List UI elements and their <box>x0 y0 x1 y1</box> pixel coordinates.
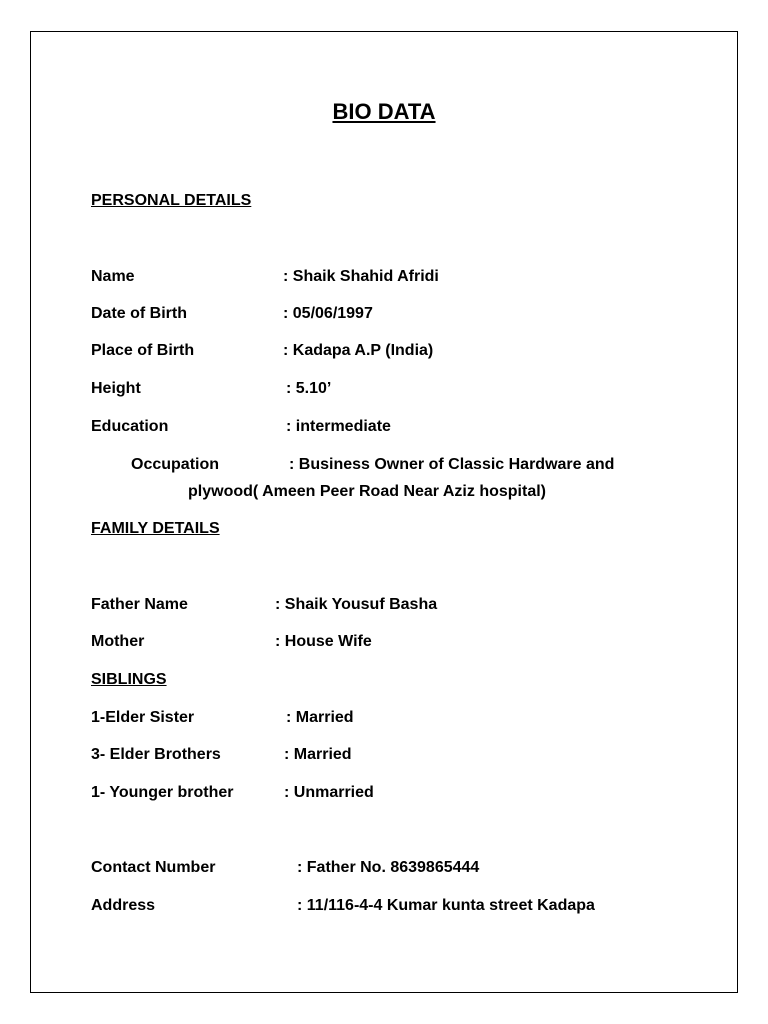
mother-value: : House Wife <box>275 633 372 650</box>
personal-details-heading: PERSONAL DETAILS <box>91 192 252 209</box>
occupation-value: : Business Owner of Classic Hardware and <box>289 456 615 473</box>
address-value: : 11/116-4-4 Kumar kunta street Kadapa <box>297 897 595 914</box>
height-value: : 5.10’ <box>286 380 332 397</box>
name-value: : Shaik Shahid Afridi <box>283 268 439 285</box>
younger-brother-label: 1- Younger brother <box>91 784 234 801</box>
father-name-label: Father Name <box>91 596 188 613</box>
occupation-continuation: plywood( Ameen Peer Road Near Aziz hospital) <box>188 483 546 500</box>
document-title: BIO DATA <box>332 99 436 124</box>
elder-brothers-label: 3- Elder Brothers <box>91 746 221 763</box>
pob-value: : Kadapa A.P (India) <box>283 342 434 359</box>
name-label: Name <box>91 268 135 285</box>
education-value: : intermediate <box>286 418 391 435</box>
dob-label: Date of Birth <box>91 305 187 322</box>
dob-value: : 05/06/1997 <box>283 305 373 322</box>
younger-brother-value: : Unmarried <box>284 784 374 801</box>
address-label: Address <box>91 897 156 914</box>
occupation-label: Occupation <box>131 456 220 473</box>
mother-label: Mother <box>91 633 145 650</box>
page-border <box>30 31 738 993</box>
contact-number-label: Contact Number <box>91 859 216 876</box>
elder-sister-label: 1-Elder Sister <box>91 709 195 726</box>
elder-sister-value: : Married <box>286 709 354 726</box>
height-label: Height <box>91 380 141 397</box>
siblings-heading: SIBLINGS <box>91 671 167 688</box>
pob-label: Place of Birth <box>91 342 195 359</box>
father-name-value: : Shaik Yousuf Basha <box>275 596 438 613</box>
family-details-heading: FAMILY DETAILS <box>91 520 220 537</box>
elder-brothers-value: : Married <box>284 746 352 763</box>
contact-number-value: : Father No. 8639865444 <box>297 859 480 876</box>
education-label: Education <box>91 418 169 435</box>
